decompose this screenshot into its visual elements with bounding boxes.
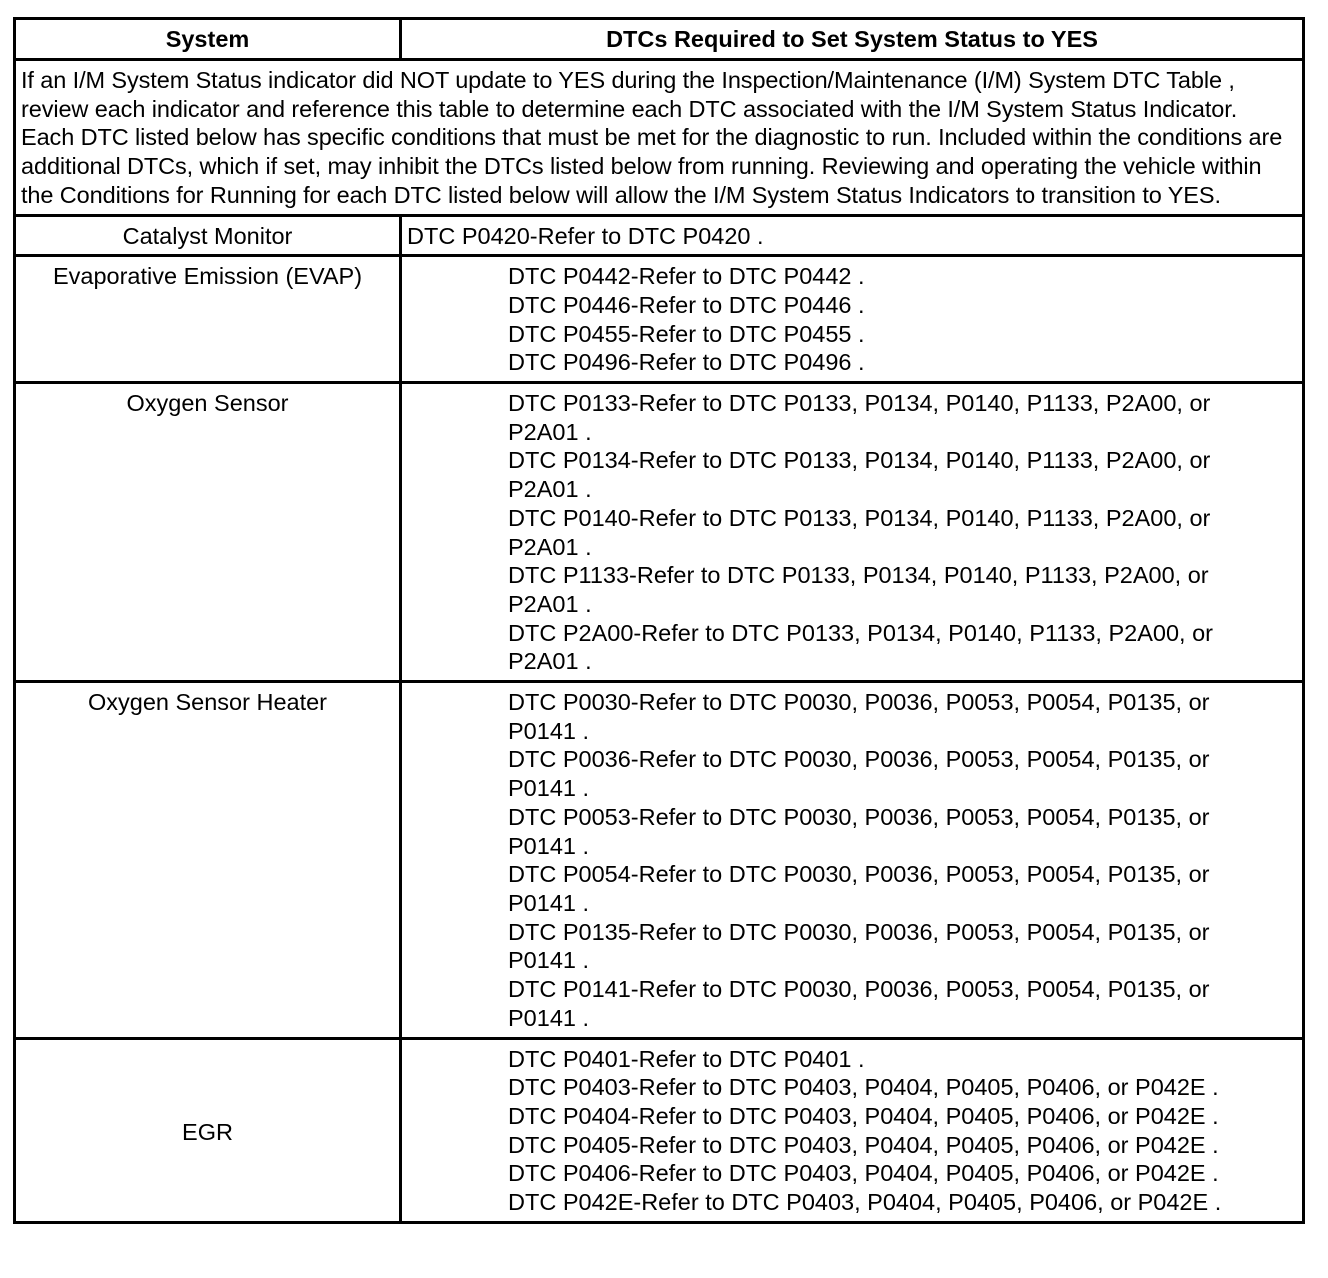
intro-row — [15, 60, 1304, 216]
dtc-line: DTC P0404-Refer to DTC P0403, P0404, P0405, P0406, or P042E . — [508, 1102, 1219, 1129]
dtc-line: DTC P0446-Refer to DTC P0446 . — [508, 291, 865, 318]
dtc-line: DTC P0054-Refer to DTC P0030, P0036, P0053, P0054, P0135, or P0141 . — [508, 861, 1210, 916]
intro-text: If an I/M System Status indicator did NOT update to YES during the Inspection/Maintenance (I/M) System DTC Table , review each indicator and reference this table to determine each DTC associated with the I/M System Status Indicator. Each DTC listed below has specific conditions that must be met for the diagnostic to run. Included within the conditions are additional DTCs, which if set, may inhibit the DTCs listed below from running. Reviewing and operating the vehicle within the Conditions for Running for each DTC listed below will allow the I/M System Status Indicators to transition to YES. — [15, 60, 1304, 216]
dtc-line: DTC P0405-Refer to DTC P0403, P0404, P0405, P0406, or P042E . — [508, 1131, 1219, 1158]
dtc-line: DTC P0141-Refer to DTC P0030, P0036, P0053, P0054, P0135, or P0141 . — [508, 976, 1210, 1031]
table-row — [15, 383, 1304, 682]
system-cell: Oxygen Sensor Heater — [15, 682, 401, 1038]
dtc-line: DTC P0053-Refer to DTC P0030, P0036, P0053, P0054, P0135, or P0141 . — [508, 803, 1210, 859]
dtc-line: DTC P0134-Refer to DTC P0133, P0134, P0140, P1133, P2A00, or P2A01 . — [508, 447, 1211, 503]
system-cell: EGR — [15, 1038, 401, 1222]
dtc-line: DTC P0036-Refer to DTC P0030, P0036, P0053, P0054, P0135, or P0141 . — [508, 746, 1210, 802]
dtc-line: DTC P2A00-Refer to DTC P0133, P0134, P0140, P1133, P2A00, or P2A01 . — [508, 619, 1213, 675]
dtc-line: DTC P0420-Refer to DTC P0420 . — [407, 222, 764, 249]
table-row — [15, 1038, 1304, 1222]
system-cell: Evaporative Emission (EVAP) — [15, 256, 401, 383]
dtc-cell — [401, 1038, 1304, 1222]
system-cell: Oxygen Sensor — [15, 383, 401, 682]
dtc-line: DTC P0496-Refer to DTC P0496 . — [508, 349, 865, 376]
dtc-line: DTC P0401-Refer to DTC P0401 . — [508, 1045, 865, 1072]
dtc-cell — [401, 383, 1304, 682]
dtc-status-table — [13, 17, 1305, 1224]
dtc-line: DTC P0406-Refer to DTC P0403, P0404, P0405, P0406, or P042E . — [508, 1160, 1219, 1187]
dtc-cell — [401, 215, 1304, 256]
dtc-line: DTC P0442-Refer to DTC P0442 . — [508, 263, 865, 290]
dtc-line: DTC P0140-Refer to DTC P0133, P0134, P0140, P1133, P2A00, or P2A01 . — [508, 504, 1211, 560]
dtc-line: DTC P0455-Refer to DTC P0455 . — [508, 320, 865, 347]
dtc-cell — [401, 682, 1304, 1038]
table-header-row — [15, 19, 1304, 60]
table-row — [15, 215, 1304, 256]
dtc-cell — [401, 256, 1304, 383]
dtc-line: DTC P042E-Refer to DTC P0403, P0404, P0405, P0406, or P042E . — [508, 1189, 1222, 1216]
header-dtcs: DTCs Required to Set System Status to YES — [401, 19, 1304, 60]
dtc-line: DTC P0133-Refer to DTC P0133, P0134, P0140, P1133, P2A00, or P2A01 . — [508, 390, 1211, 445]
table-row — [15, 256, 1304, 383]
dtc-line: DTC P0403-Refer to DTC P0403, P0404, P0405, P0406, or P042E . — [508, 1074, 1219, 1101]
dtc-line: DTC P0030-Refer to DTC P0030, P0036, P0053, P0054, P0135, or P0141 . — [508, 689, 1210, 744]
dtc-line: DTC P0135-Refer to DTC P0030, P0036, P0053, P0054, P0135, or P0141 . — [508, 918, 1210, 974]
dtc-line: DTC P1133-Refer to DTC P0133, P0134, P0140, P1133, P2A00, or P2A01 . — [508, 562, 1209, 617]
table-row — [15, 682, 1304, 1038]
system-cell: Catalyst Monitor — [15, 215, 401, 256]
header-system: System — [15, 19, 401, 60]
